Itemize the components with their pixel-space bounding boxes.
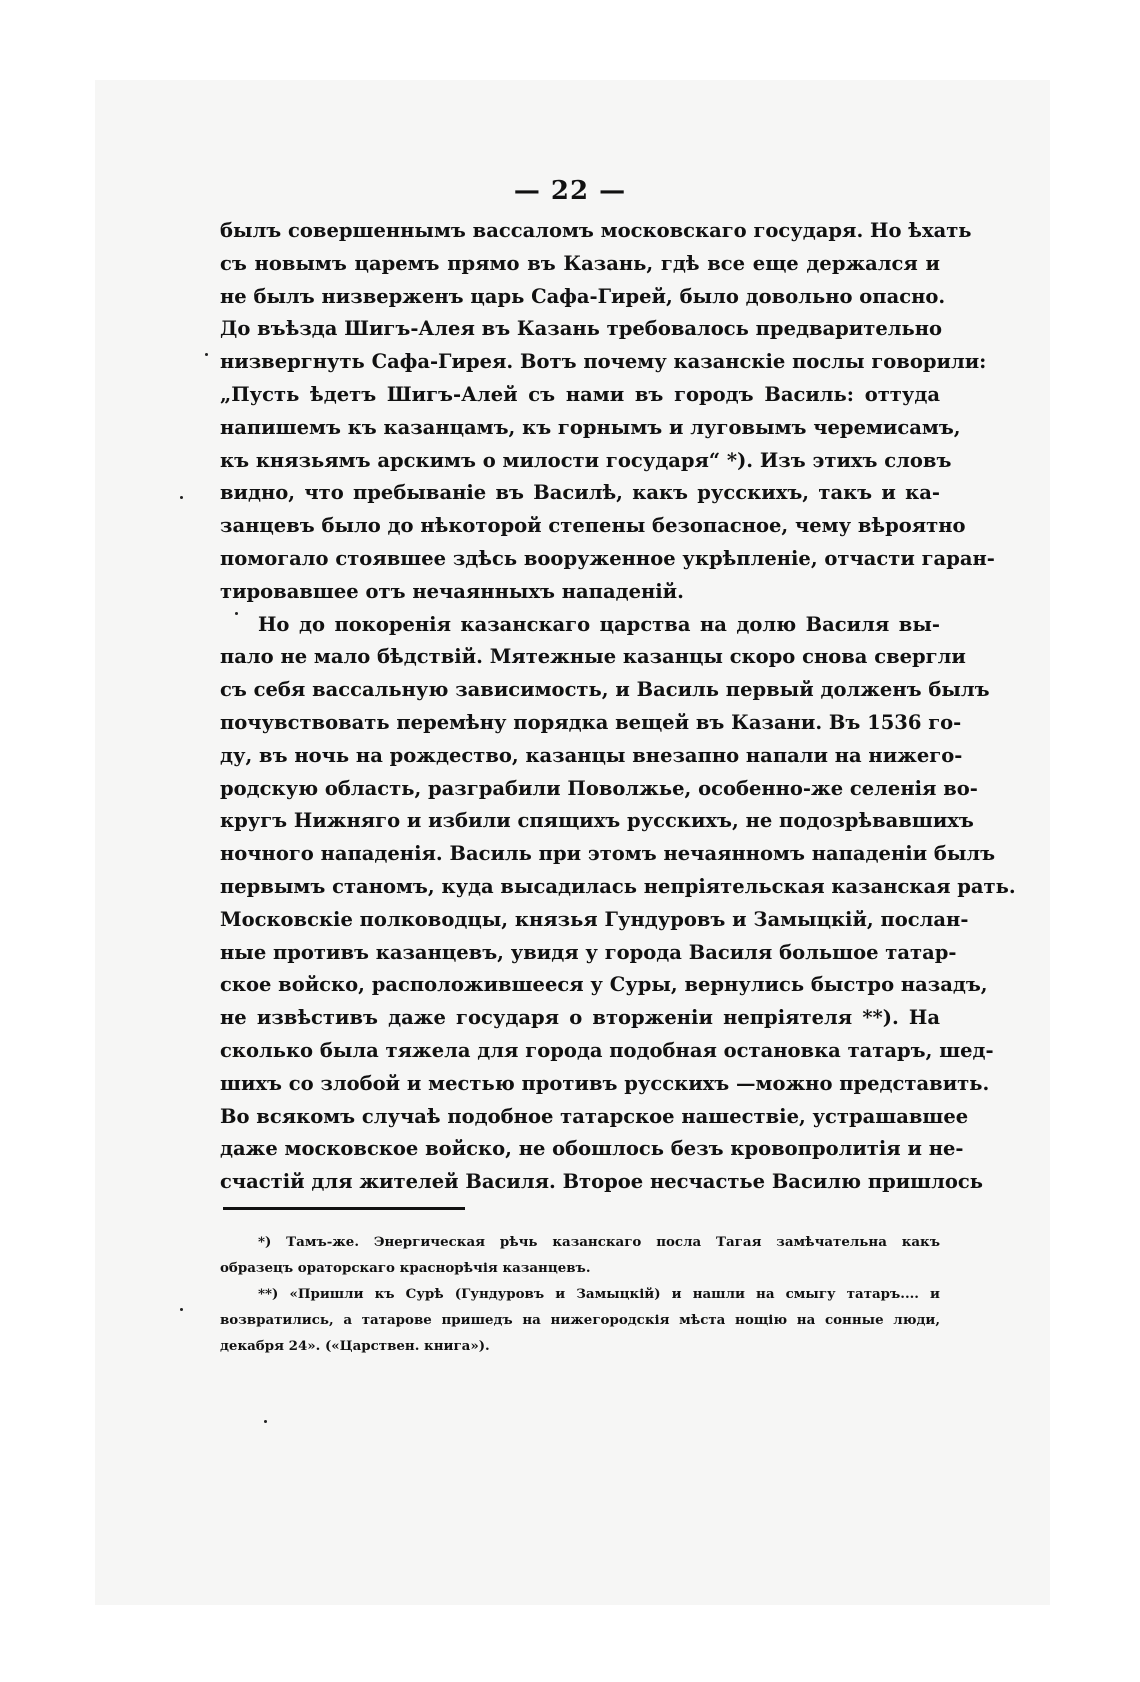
text-line: помогало стоявшее здѣсь вооруженное укрѣпленіе, отчасти гаран- — [220, 546, 995, 570]
text-line: шихъ со злобой и местью противъ русскихъ —можно представить. — [220, 1071, 990, 1095]
paragraph-start-line: Но до покоренія казанскаго царства на долю Василя вы- — [258, 612, 940, 636]
scan-speck — [235, 612, 238, 615]
text-line: ду, въ ночь на рождество, казанцы внезапно напали на нижего- — [220, 743, 963, 767]
text-line: къ князьямъ арскимъ о милости государя“ *). Изъ этихъ словъ — [220, 448, 952, 472]
text-line: былъ совершеннымъ вассаломъ московскаго государя. Но ѣхать — [220, 219, 972, 242]
text-line: ское войско, расположившееся у Суры, вернулись быстро назадъ, — [220, 973, 988, 997]
footnote-divider — [223, 1207, 465, 1210]
footnote-line: образецъ ораторскаго краснорѣчія казанцевъ. — [220, 1260, 591, 1276]
text-line: видно, что пребываніе въ Василѣ, какъ русскихъ, такъ и ка- — [220, 481, 940, 505]
text-line: Во всякомъ случаѣ подобное татарское нашествіе, устрашавшее — [220, 1104, 969, 1128]
text-line: съ себя вассальную зависимость, и Василь первый долженъ былъ — [220, 678, 990, 702]
text-line: даже московское войско, не обошлось безъ кровопролитія и не- — [220, 1137, 964, 1161]
text-line: занцевъ было до нѣкоторой степены безопасное, чему вѣроятно — [220, 514, 966, 538]
scan-speck — [205, 353, 208, 356]
text-line: родскую область, разграбили Поволжье, особенно-же селенія во- — [220, 776, 978, 800]
footnotes — [220, 1229, 940, 1359]
scan-speck — [264, 1420, 267, 1423]
body-text — [220, 215, 1016, 1199]
scan-speck — [180, 1308, 183, 1311]
footnote-line: возвратились, а татарове пришедъ на нижегородскія мѣста нощію на сонные люди, — [220, 1312, 940, 1328]
text-line: кругъ Нижняго и избили спящихъ русскихъ, не подозрѣвавшихъ — [220, 809, 974, 833]
footnote-line: *) Тамъ-же. Энергическая рѣчь казанскаго посла Тагая замѣчательна какъ — [258, 1234, 940, 1250]
footnote-line: декабря 24». («Царствен. книга»). — [220, 1338, 490, 1354]
text-line: До въѣзда Шигъ-Алея въ Казань требовалось предварительно — [220, 317, 943, 341]
text-line: сколько была тяжела для города подобная остановка татаръ, шед- — [220, 1038, 994, 1062]
text-line: пало не мало бѣдствій. Мятежные казанцы скоро снова свергли — [220, 645, 966, 669]
text-line: ные противъ казанцевъ, увидя у города Василя большое татар- — [220, 940, 957, 964]
text-line: не былъ низверженъ царь Сафа-Гирей, было довольно опасно. — [220, 284, 946, 308]
text-line: съ новымъ царемъ прямо въ Казань, гдѣ все еще держался и — [220, 251, 940, 275]
text-line: низвергнуть Сафа-Гирея. Вотъ почему казанскіе послы говорили: — [220, 350, 987, 374]
text-line: ночного нападенія. Василь при этомъ нечаянномъ нападеніи былъ — [220, 842, 996, 866]
text-line: тировавшее отъ нечаянныхъ нападеній. — [220, 579, 684, 603]
text-line: не извѣстивъ даже государя о вторженіи непріятеля **). На — [220, 1006, 940, 1030]
text-line: напишемъ къ казанцамъ, къ горнымъ и луговымъ черемисамъ, — [220, 415, 961, 439]
text-line: почувствовать перемѣну порядка вещей въ Казани. Въ 1536 го- — [220, 710, 962, 734]
scan-speck — [180, 496, 183, 499]
text-line: счастій для жителей Василя. Второе несчастье Василю пришлось — [220, 1170, 984, 1194]
footnote-line: **) «Пришли къ Сурѣ (Гундуровъ и Замыцкій) и нашли на смыгу татаръ.... и — [258, 1286, 940, 1302]
page-number: — 22 — — [513, 176, 627, 206]
text-line: Московскіе полководцы, князья Гундуровъ и Замыцкій, послан- — [220, 907, 969, 931]
text-line: „Пусть ѣдетъ Шигъ-Алей съ нами въ городъ Василь: оттуда — [220, 382, 940, 406]
text-line: первымъ станомъ, куда высадилась непріятельская казанская рать. — [220, 874, 1016, 898]
